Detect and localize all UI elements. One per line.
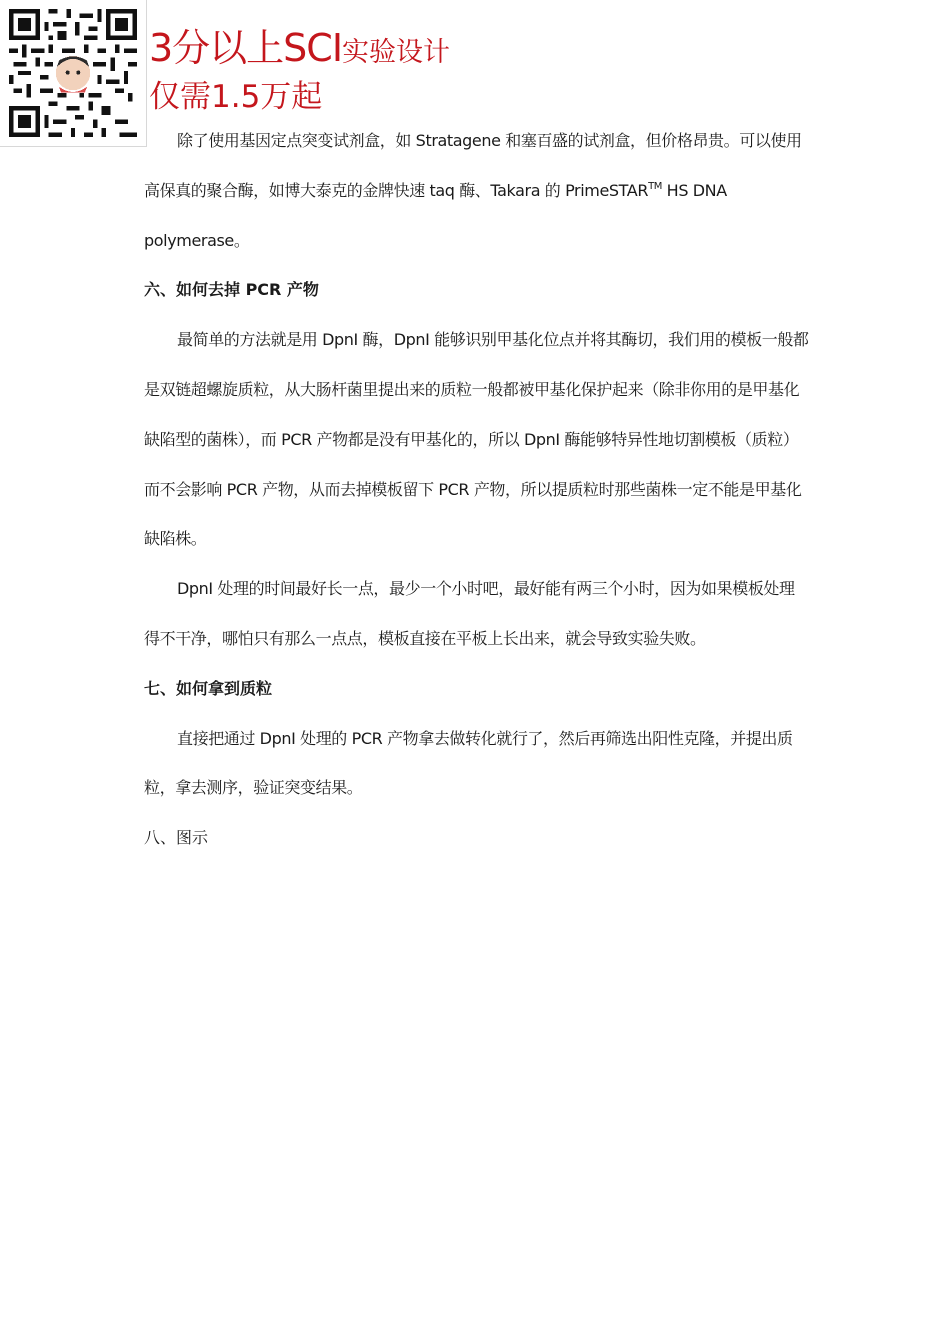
paragraph-tail: HS DNA polymerase。: [144, 180, 727, 250]
trademark-superscript: TM: [648, 180, 662, 192]
section-heading: 六、如何去掉 PCR 产物: [144, 280, 319, 300]
ad-price[interactable]: 仅需1.5万起: [149, 79, 323, 115]
qr-code-icon[interactable]: [9, 9, 137, 137]
paragraph: [144, 116, 810, 265]
ad-banner[interactable]: [0, 0, 147, 147]
section-heading: 八、图示: [144, 828, 209, 848]
section-heading: 七、如何拿到质粒: [144, 678, 273, 698]
ad-headline-main: 3分以上SCI: [149, 26, 343, 70]
document-body: [144, 116, 810, 863]
paragraph: 最简单的方法就是用 DpnI 酶，DpnI 能够识别甲基化位点并将其酶切，我们用的模板一般都是双链超螺旋质粒，从大肠杆菌里提出来的质粒一般都被甲基化保护起来（除非你用的是甲基化缺陷型的菌株），而 PCR 产物都是没有甲基化的，所以 DpnI 酶能够特异性地切割模板（质粒）而不会影响 PCR 产物，从而去掉模板留下 PCR 产物，所以提质粒时那些菌株一定不能是甲基化缺陷株。: [144, 330, 809, 549]
paragraph-text: 除了使用基因定点突变试剂盒，如 Stratagene 和塞百盛的试剂盒，但价格昂贵。可以使用高保真的聚合酶，如博大泰克的金牌快速 taq 酶、Takara 的 PrimeSTAR: [144, 131, 802, 200]
paragraph: 直接把通过 DpnI 处理的 PCR 产物拿去做转化就行了，然后再筛选出阳性克隆，并提出质粒，拿去测序，验证突变结果。: [144, 728, 793, 798]
paragraph: DpnI 处理的时间最好长一点，最少一个小时吧，最好能有两三个小时，因为如果模板处理得不干净，哪怕只有那么一点点，模板直接在平板上长出来，就会导致实验失败。: [144, 579, 795, 648]
ad-headline-sub: 实验设计: [342, 37, 451, 68]
ad-headline[interactable]: [149, 24, 450, 77]
